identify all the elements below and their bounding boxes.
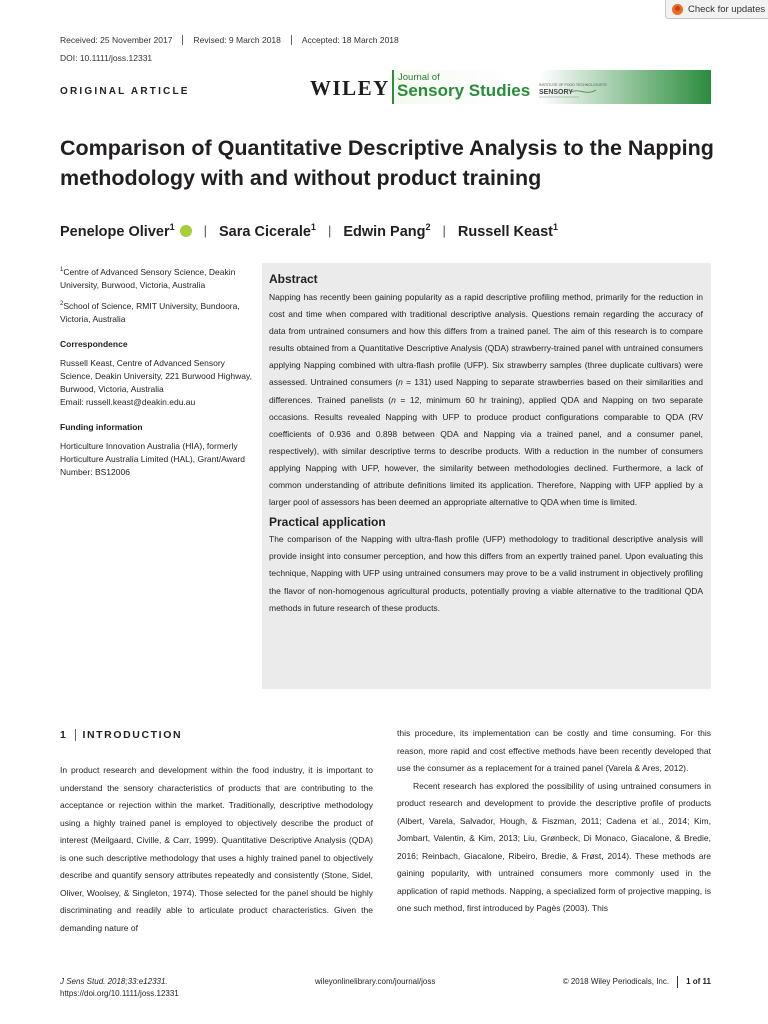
accepted-date: Accepted: 18 March 2018: [291, 35, 409, 45]
intro-paragraph: Recent research has explored the possibility of using untrained consumers in product research and development to provide the descriptive profile of products (Albert, Varela, Salvador, Hough, & Fiszman, 2011; Cadena et al., 2014; Kim, Jombart, Valentin, & Kim, 2013; Liu, Grønbeck, Di Monaco, Giacalone, & Bredie, 2016; Reinbach, Giacalone, Ribeiro, Bredie, & Frøst, 2014). These methods are gaining popularity, with untrained consumers more commonly used in the application of rapid methods. Napping, a specialized form of projective mapping, is one such method, first introduced by Pagès (2003). This: [397, 780, 711, 913]
correspondence-email[interactable]: Email: russell.keast@deakin.edu.au: [60, 396, 196, 407]
intro-right-column: [397, 725, 711, 918]
article-type: ORIGINAL ARTICLE: [60, 86, 190, 97]
svg-text:SENSORY: SENSORY: [539, 89, 573, 96]
practical-application-text: The comparison of the Napping with ultra-flash profile (UFP) methodology to traditional descriptive analysis will provide insight into consumer perception, and how this differs from an expertly trained panel. Upon evaluating this technique, Napping with UFP using untrained consumers may prove to be a valid instrument in objectively profiling the flavor of non-homogenous agricultural products, potentially proving a viable alternative to the traditional QDA methods in future research of these products.: [269, 534, 703, 613]
footer-journal-line: J Sens Stud. 2018;33:e12331.: [60, 977, 168, 986]
abstract-text: Napping has recently been gaining popularity as a rapid descriptive profiling method, primarily for the reduction in cost and time when compared with traditional descriptive analysis. Questions remain regarding the accuracy of data from untrained consumers and how this differs from a trained panel. The aim of this research is to compare results obtained from a Quantitative Descriptive Analysis (QDA) strawberry-trained panel with untrained consumers applying Napping combined with ultra-flash profile (UFP). Six strawberry samples (three duplicate cultivars) were assessed. Untrained consumers (n = 131) used Napping to separate strawberries based on their similarities and differences. Trained panelists (n = 12, minimum 60 hr training), applied QDA and Napping on two separate occasions. Results revealed Napping with UFP to produce product configurations comparable to QDA (RV coefficients of 0.936 and 0.898 between QDA and Napping via a trained panel, and a consumer panel, respectively), with similar descriptive terms to describe products. With a reduction in the number of consumers applying Napping with UFP, however, the similarity between methodologies declined. Furthermore, a lack of common understanding of attribute definitions limited its application. Therefore, Napping with UFP applied by a larger pool of assessors has been deemed an appropriate alternative to QDA when time is limited.: [269, 292, 703, 508]
journal-of-label: Journal of: [398, 72, 440, 83]
author[interactable]: Edwin Pang$^2$: [343, 222, 431, 240]
orcid-icon[interactable]: [180, 225, 192, 237]
intro-paragraph: this procedure, its implementation can be costly and time consuming. For this reason, more rapid and cost effective methods have been recently developed that use the consumer as a replacement for a trained panel (Varela & Ares, 2012).: [397, 728, 711, 773]
author-separator: |: [327, 223, 332, 239]
affiliation-1: $^1$Centre of Advanced Sensory Science, Deakin University, Burwood, Victoria, Australia: [60, 266, 236, 290]
author[interactable]: Russell Keast$^1$: [457, 222, 559, 240]
footer-citation: [60, 976, 179, 1000]
funding-text: Horticulture Innovation Australia (HIA), formerly Horticulture Australia Limited (HAL), Grant/Award Number: BS12006: [60, 440, 246, 477]
funding-heading: Funding information: [60, 421, 143, 432]
received-date: Received: 25 November 2017: [60, 35, 173, 45]
affiliations-column: [60, 264, 255, 485]
practical-application-heading: Practical application: [269, 515, 386, 530]
correspondence-heading: Correspondence: [60, 338, 128, 349]
author-list: [60, 222, 558, 240]
revised-date: Revised: 9 March 2018: [182, 35, 290, 45]
journal-banner: [392, 70, 711, 104]
abstract-heading: Abstract: [269, 272, 318, 286]
journal-name: Sensory Studies: [397, 81, 531, 100]
institute-logo-graphic: [539, 80, 607, 100]
section-number: 1: [60, 729, 76, 741]
intro-left-column: In product research and development within the food industry, it is important to understand the sensory characteristics of products that are contributing to the acceptance or rejection within the market. Traditionally, descriptive methodology using a highly trained panel is employed to objectively describe the product of interest (Meilgaard, Civille, & Carr, 1999). Quantitative Descriptive Analysis (QDA) is one such descriptive methodology that uses a highly trained panel to objectively describe and quantify sensory attributes repeatedly and consistently (Stone, Sidel, Oliver, Woolsey, & Singleton, 1974). Those selected for the panel should be highly discriminating and readily able to articulate product characteristics. Given the demanding nature of: [60, 765, 373, 933]
author[interactable]: Sara Cicerale$^1$: [219, 222, 316, 240]
footer-site-link[interactable]: wileyonlinelibrary.com/journal/joss: [315, 977, 436, 986]
author-separator: |: [442, 223, 446, 239]
author[interactable]: Penelope Oliver$^1$: [60, 222, 175, 240]
section-title: INTRODUCTION: [82, 729, 183, 741]
crossmark-icon: [672, 4, 683, 15]
svg-text:INSTITUTE OF FOOD TECHNOLOGIST: INSTITUTE OF FOOD TECHNOLOGISTS: [539, 83, 607, 87]
footer-right: [563, 976, 711, 988]
section-heading-introduction: [60, 729, 182, 741]
publisher-logo: WILEY: [310, 76, 390, 100]
page-number: 1 of 11: [677, 976, 711, 988]
footer-doi-link[interactable]: https://doi.org/10.1111/joss.12331: [60, 989, 179, 998]
footer-copyright: © 2018 Wiley Periodicals, Inc.: [562, 977, 670, 986]
doi[interactable]: DOI: 10.1111/joss.12331: [60, 53, 153, 63]
check-for-updates-label: Check for updates: [688, 3, 766, 15]
abstract-box: [262, 263, 711, 689]
affiliation-2: $^2$School of Science, RMIT University, Bundoora, Victoria, Australia: [60, 300, 240, 324]
author-separator: |: [203, 223, 208, 239]
check-for-updates-button[interactable]: [665, 0, 768, 19]
correspondence-text: Russell Keast, Centre of Advanced Sensory Science, Deakin University, 221 Burwood Highway, Burwood, Victoria, Australia Email: russell.keast@deakin.edu.au: [60, 357, 252, 407]
article-dates: [60, 35, 409, 45]
article-title: Comparison of Quantitative Descriptive Analysis to the Napping methodology with and without product training: [60, 136, 714, 190]
institute-logo: [539, 80, 607, 100]
